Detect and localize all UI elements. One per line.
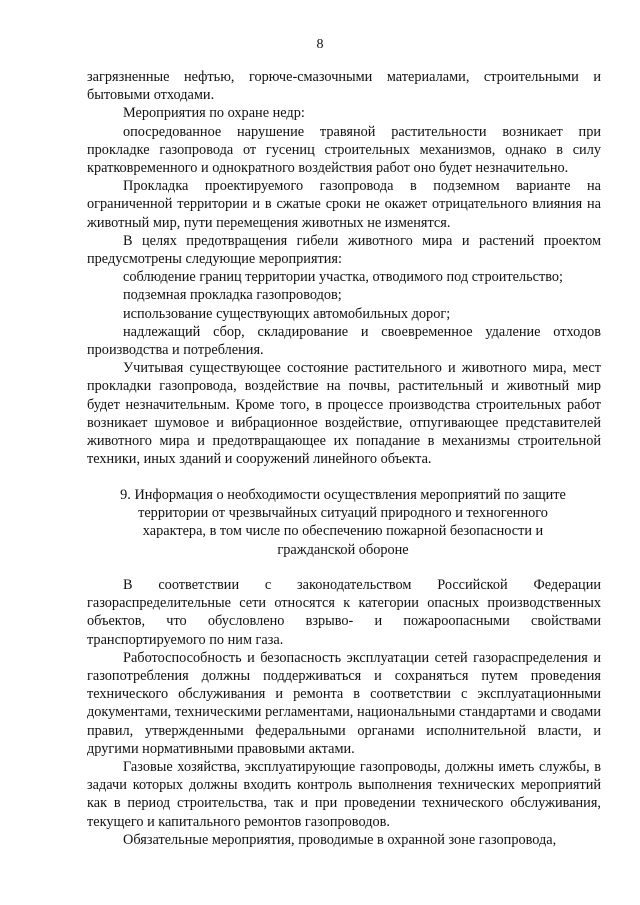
list-item: соблюдение границ территории участка, отводимого под строительство;	[123, 269, 564, 286]
page-number: 8	[316, 37, 324, 52]
paragraph: Прокладка проектируемого газопровода в подземном варианте на ограниченной территории и в сжатые сроки не окажет отрицательного влияния на животный мир, пути перемещения животных не изменятся.	[87, 178, 601, 231]
list-item: надлежащий сбор, складирование и своевременное удаление отходов производства и потребления.	[87, 323, 601, 359]
paragraph: Учитывая существующее состояние растительного и животного мира, мест прокладки газопровода, воздействие на почвы, растительный и животный мир будет незначительным. Кроме того, в процессе производства строительных работ возникает шумовое и вибрационное воздействие, отпугивающее представителей животного мира и предотвращающее их попадание в механизмы строительной техники, иных зданий и сооружений линейного объекта.	[87, 360, 601, 468]
section-heading: 9. Информация о необходимости осуществления мероприятий по защите территории от чрезвычайных ситуаций природного и техногенного характера, в том числе по обеспечению пожарной безопасности и гражданской обороне	[120, 487, 566, 558]
body-section-2	[87, 576, 601, 849]
paragraph: опосредованное нарушение травяной растительности возникает при прокладке газопровода от гусениц строительных механизмов, однако в силу кратковременного и однократного воздействия работ оно будет незначительно.	[87, 123, 601, 177]
list-item: использование существующих автомобильных дорог;	[123, 305, 451, 322]
paragraph: В соответствии с законодательством Российской Федерации газораспределительные сети относятся к категории опасных производственных объектов, что обусловлено взрыво- и пожароопасными свойствами транспортируемого по ним газа.	[87, 577, 601, 648]
paragraph: Газовые хозяйства, эксплуатирующие газопроводы, должны иметь службы, в задачи которых должны входить контроль выполнения технических мероприятий как в период строительства, так и при проведении технического обслуживания, текущего и капитального ремонтов газопроводов.	[87, 759, 601, 830]
paragraph: загрязненные нефтью, горюче-смазочными материалами, строительными и бытовыми отходами.	[87, 69, 601, 104]
list-item: подземная прокладка газопроводов;	[123, 287, 342, 304]
body-section-1	[87, 68, 601, 468]
paragraph: В целях предотвращения гибели животного мира и растений проектом предусмотрены следующие мероприятия:	[87, 232, 601, 268]
paragraph: Работоспособность и безопасность эксплуатации сетей газораспределения и газопотребления должны поддерживаться и сохраняться путем проведения технического обслуживания и ремонта в соответствии с эксплуатационными документами, техническими регламентами, национальными стандартами и сводами правил, утвержденными федеральными органами исполнительной власти, и другими нормативными правовыми актами.	[87, 649, 601, 757]
paragraph: Обязательные мероприятия, проводимые в охранной зоне газопровода,	[123, 831, 557, 848]
paragraph: Мероприятия по охране недр:	[123, 105, 305, 122]
